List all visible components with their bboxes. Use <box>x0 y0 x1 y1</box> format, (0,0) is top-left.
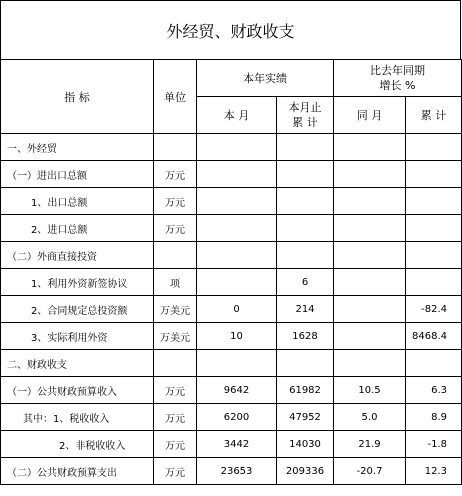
row-yoy-cumulative: 6.3 <box>406 377 462 404</box>
row-unit: 万美元 <box>154 323 197 350</box>
row-label: 一、外经贸 <box>1 134 154 161</box>
row-yoy-same-month <box>334 323 406 350</box>
header-this-month: 本 月 <box>197 97 277 134</box>
row-yoy-same-month <box>334 296 406 323</box>
row-label: 1、利用外资新签协议 <box>1 269 154 296</box>
header-row-1 <box>1 60 462 97</box>
table-row <box>1 134 462 161</box>
row-yoy-same-month: 21.9 <box>334 431 406 458</box>
row-cumulative-to-date: 214 <box>277 296 334 323</box>
row-this-month: 10 <box>197 323 277 350</box>
report-title: 外经贸、财政收支 <box>0 0 461 59</box>
row-label: 2、合同规定总投资额 <box>1 296 154 323</box>
table-row <box>1 323 462 350</box>
row-yoy-same-month: 10.5 <box>334 377 406 404</box>
header-unit: 单位 <box>154 60 197 134</box>
row-yoy-cumulative: -82.4 <box>406 296 462 323</box>
row-cumulative-to-date: 6 <box>277 269 334 296</box>
table-row <box>1 269 462 296</box>
row-label: 2、非税收收入 <box>1 431 154 458</box>
row-this-month <box>197 215 277 242</box>
row-yoy-cumulative <box>406 134 462 161</box>
table-row <box>1 161 462 188</box>
row-unit: 万元 <box>154 431 197 458</box>
row-this-month: 6200 <box>197 404 277 431</box>
row-yoy-cumulative <box>406 161 462 188</box>
row-yoy-cumulative <box>406 215 462 242</box>
row-unit: 万元 <box>154 377 197 404</box>
row-yoy-cumulative <box>406 350 462 377</box>
row-yoy-same-month <box>334 269 406 296</box>
row-yoy-cumulative: -1.8 <box>406 431 462 458</box>
row-yoy-cumulative: 8468.4 <box>406 323 462 350</box>
row-this-month <box>197 269 277 296</box>
row-this-month <box>197 188 277 215</box>
row-yoy-cumulative <box>406 188 462 215</box>
table-row <box>1 215 462 242</box>
row-unit <box>154 242 197 269</box>
header-same-month: 同 月 <box>334 97 406 134</box>
row-cumulative-to-date <box>277 350 334 377</box>
header-yoy-line1: 比去年同期 <box>370 64 425 77</box>
row-unit: 项 <box>154 269 197 296</box>
row-yoy-same-month: 5.0 <box>334 404 406 431</box>
row-unit: 万元 <box>154 458 197 485</box>
row-this-month: 0 <box>197 296 277 323</box>
row-unit: 万元 <box>154 215 197 242</box>
row-cumulative-to-date: 209336 <box>277 458 334 485</box>
row-cumulative-to-date <box>277 215 334 242</box>
table-row <box>1 431 462 458</box>
row-yoy-cumulative <box>406 242 462 269</box>
row-cumulative-to-date <box>277 134 334 161</box>
row-yoy-same-month <box>334 350 406 377</box>
row-cumulative-to-date <box>277 161 334 188</box>
table-row <box>1 188 462 215</box>
row-this-month: 23653 <box>197 458 277 485</box>
header-this-year: 本年实绩 <box>197 60 334 97</box>
header-cumulative-to-date <box>277 97 334 134</box>
row-unit <box>154 134 197 161</box>
row-label: 2、进口总额 <box>1 215 154 242</box>
row-cumulative-to-date <box>277 242 334 269</box>
table-row <box>1 350 462 377</box>
header-yoy-line2: 增长 % <box>379 79 416 92</box>
row-label: 二、财政收支 <box>1 350 154 377</box>
row-label: （二）公共财政预算支出 <box>1 458 154 485</box>
row-yoy-cumulative: 12.3 <box>406 458 462 485</box>
row-label: 其中：1、税收收入 <box>1 404 154 431</box>
header-cum-line2: 累 计 <box>292 116 318 129</box>
row-label: 3、实际利用外资 <box>1 323 154 350</box>
row-this-month: 3442 <box>197 431 277 458</box>
row-yoy-same-month <box>334 215 406 242</box>
row-this-month <box>197 350 277 377</box>
row-yoy-same-month <box>334 134 406 161</box>
row-unit <box>154 350 197 377</box>
row-yoy-cumulative <box>406 269 462 296</box>
header-indicator: 指 标 <box>1 60 154 134</box>
row-this-month <box>197 161 277 188</box>
data-table <box>0 59 462 485</box>
row-cumulative-to-date <box>277 188 334 215</box>
row-yoy-same-month <box>334 188 406 215</box>
row-label: （一）进出口总额 <box>1 161 154 188</box>
row-label: （一）公共财政预算收入 <box>1 377 154 404</box>
row-cumulative-to-date: 47952 <box>277 404 334 431</box>
header-cum-line1: 本月止 <box>288 101 322 114</box>
row-unit: 万元 <box>154 188 197 215</box>
row-label: 1、出口总额 <box>1 188 154 215</box>
row-yoy-cumulative: 8.9 <box>406 404 462 431</box>
row-this-month: 9642 <box>197 377 277 404</box>
header-yoy <box>334 60 462 97</box>
row-cumulative-to-date: 14030 <box>277 431 334 458</box>
row-unit: 万美元 <box>154 296 197 323</box>
row-this-month <box>197 134 277 161</box>
row-yoy-same-month <box>334 161 406 188</box>
row-cumulative-to-date: 61982 <box>277 377 334 404</box>
table-row <box>1 296 462 323</box>
row-label: （二）外商直接投资 <box>1 242 154 269</box>
row-cumulative-to-date: 1628 <box>277 323 334 350</box>
row-unit: 万元 <box>154 404 197 431</box>
row-this-month <box>197 242 277 269</box>
table-row <box>1 242 462 269</box>
header-cumulative: 累 计 <box>406 97 462 134</box>
row-yoy-same-month <box>334 242 406 269</box>
table-row <box>1 377 462 404</box>
table-row <box>1 404 462 431</box>
row-yoy-same-month: -20.7 <box>334 458 406 485</box>
table-row <box>1 458 462 485</box>
row-unit: 万元 <box>154 161 197 188</box>
